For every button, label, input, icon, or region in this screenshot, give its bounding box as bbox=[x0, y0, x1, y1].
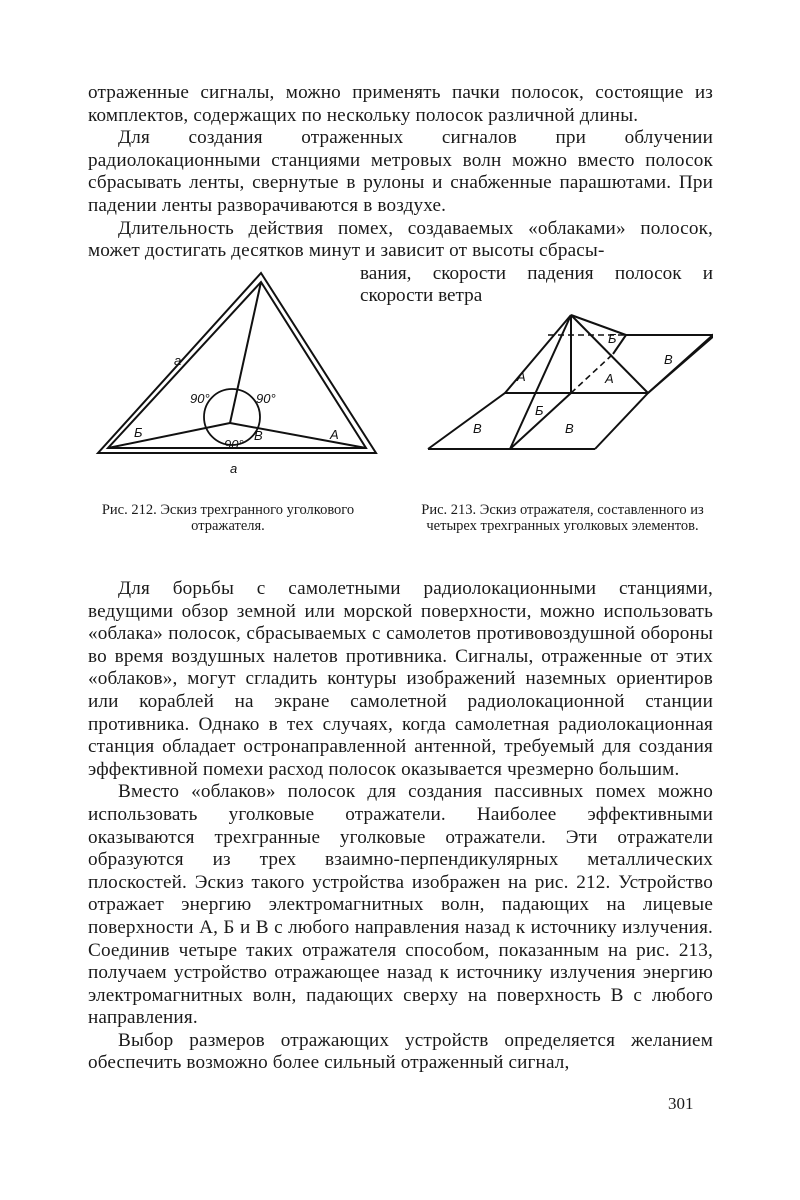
body-lower bbox=[88, 578, 713, 1075]
label-side-a-bottom: a bbox=[230, 460, 238, 476]
label-b-2: Б bbox=[608, 330, 617, 346]
figure-213-four-element-reflector bbox=[423, 309, 713, 461]
label-v-3: В bbox=[664, 351, 673, 367]
label-angle-1: 90° bbox=[190, 390, 210, 406]
paragraph-duration-wrap: вания, скорости падения полосок и скорости ветра bbox=[360, 262, 713, 307]
caption-figure-213: Рис. 213. Эскиз отражателя, составленного из четырех трехгранных уголковых элементов. bbox=[421, 502, 704, 534]
label-a-2: A bbox=[605, 370, 614, 386]
label-side-a-left: a bbox=[174, 352, 182, 368]
paragraph-corner-reflectors: Вместо «облаков» полосок для создания пассивных помех можно использовать уголковые отражатели. Наиболее эффективными оказываются трехгранные уголковые отражатели. Эти отражатели образуются из трех взаимно-перпендикулярных металлических плоскостей. Эскиз такого устройства изображен на рис. 212. Устройство отражает энергию электромагнитных волн, падающих на лицевые поверхности А, Б и В с любого направления назад к источнику излучения. Соединив четыре таких отражателя способом, показанным на рис. 213, получаем устройство отражающее назад к источнику излучения энергию электромагнитных волн, падающих сверху на поверхность В с любого направления. bbox=[88, 781, 713, 1029]
figure-212-trihedral-reflector bbox=[94, 267, 384, 479]
label-angle-3: 90° bbox=[224, 436, 244, 452]
caption-figure-212: Рис. 212. Эскиз трехгранного уголкового отражателя. bbox=[101, 502, 355, 534]
label-face-a: A bbox=[330, 426, 339, 442]
paragraph-ribbons: Для создания отраженных сигналов при облучении радиолокационными станциями метровых волн можно вместо полосок сбрасывать ленты, свернутые в рулоны и снабженные парашютами. При падении ленты разворачиваются в воздухе. bbox=[88, 127, 713, 216]
label-face-v: В bbox=[254, 427, 263, 443]
paragraph-aircraft-radar: Для борьбы с самолетными радиолокационными станциями, ведущими обзор земной или морской поверхности, можно использовать «облака» полосок, сбрасываемых с самолетов противовоздушной обороны во время воздушных налетов противника. Сигналы, отраженные от этих «облаков», могут сгладить контуры изображений наземных ориентиров или кораблей на экране самолетной радиолокационной станции противника. Однако в тех случаях, когда самолетная радиолокационная станция обладает остронаправленной антенной, требуемый для создания эффективной помехи расход полосок оказывается чрезмерно большим. bbox=[88, 578, 713, 780]
label-a-1: A bbox=[517, 368, 526, 384]
book-page bbox=[88, 82, 713, 563]
paragraph-top: отраженные сигналы, можно применять пачки полосок, состоящие из комплектов, содержащих по нескольку полосок различной длины. bbox=[88, 82, 713, 126]
page-number: 301 bbox=[668, 1094, 694, 1113]
label-v-1: В bbox=[473, 420, 482, 436]
label-face-b: Б bbox=[134, 424, 143, 440]
label-v-2: В bbox=[565, 420, 574, 436]
paragraph-duration: Длительность действия помех, создаваемых «облаками» полосок, может достигать десятков минут и зависит от высоты сбрасы- bbox=[88, 217, 713, 262]
paragraph-size-choice: Выбор размеров отражающих устройств определяется желанием обеспечить возможно более сильный отраженный сигнал, bbox=[88, 1029, 713, 1074]
label-b-1: Б bbox=[535, 402, 544, 418]
label-angle-2: 90° bbox=[256, 390, 276, 406]
